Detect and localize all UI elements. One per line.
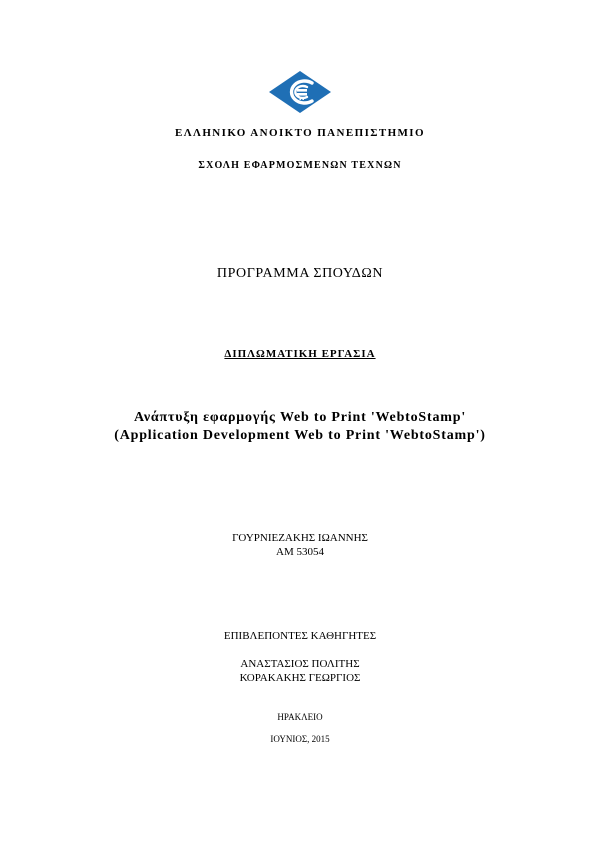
- date: ΙΟΥΝΙΟΣ, 2015: [270, 734, 330, 744]
- supervisor-name: ΑΝΑΣΤΑΣΙΟΣ ΠΟΛΙΤΗΣ: [240, 658, 360, 670]
- document-type: ΔΙΠΛΩΜΑΤΙΚΗ ΕΡΓΑΣΙΑ: [224, 348, 376, 360]
- school-name: ΣΧΟΛΗ ΕΦΑΡΜΟΣΜΕΝΩΝ ΤΕΧΝΩΝ: [198, 160, 402, 171]
- program-name: ΠΡΟΓΡΑΜΜΑ ΣΠΟΥΔΩΝ: [216, 266, 384, 281]
- university-logo-icon: [268, 70, 332, 114]
- supervisor-name: ΚΟΡΑΚΑΚΗΣ ΓΕΩΡΓΙΟΣ: [239, 672, 361, 684]
- thesis-title-english: (Application Development Web to Print 'WebtoStamp'): [114, 428, 486, 443]
- thesis-title-greek: Ανάπτυξη εφαρμογής Web to Print 'WebtoStamp': [133, 410, 467, 425]
- author-name: ΓΟΥΡΝΙΕΖΑΚΗΣ ΙΩΑΝΝΗΣ: [232, 532, 368, 544]
- supervisors-label: ΕΠΙΒΛΕΠΟΝΤΕΣ ΚΑΘΗΓΗΤΕΣ: [223, 630, 377, 642]
- city: ΗΡΑΚΛΕΙΟ: [277, 712, 323, 722]
- university-name: ΕΛΛΗΝΙΚΟ ΑΝΟΙΚΤΟ ΠΑΝΕΠΙΣΤΗΜΙΟ: [175, 127, 425, 139]
- student-id: ΑΜ 53054: [276, 546, 324, 558]
